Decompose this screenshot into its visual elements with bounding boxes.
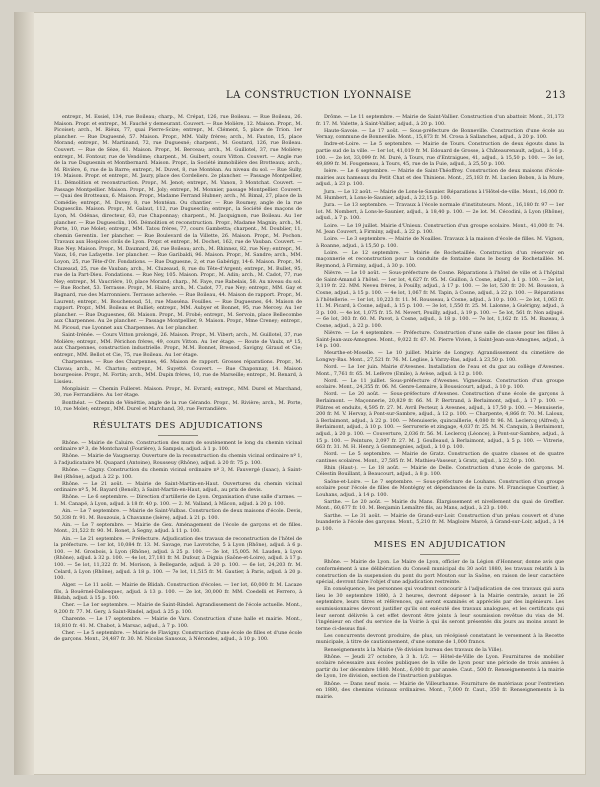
result-entry: Meurthe-et-Moselle. — Le 10 juillet. Mairie de Longwy. Agrandissement du cimetière de Longwy-Bas. Mont., 27,521 fr. 76. M. Leglise, à Varzy-Bas, adjud. à 23,50 p. 100. — [316, 350, 564, 363]
result-entry: Ain. — Le 7 septembre. — Mairie de Saint-Vulbas. Construction de deux maisons d'école. Devis, 50,338 fr. 91. M. Rouzouis, à Chavanne (Isère), adjud. à 21 p. 100. — [54, 508, 302, 521]
result-entry: Rhône. — Cagny. Construction du chemin vicinal ordinaire nº 3, M. Fauvergé (Isaac), à Saint-Bel (Rhône), adjud. à 22 p. 100. — [54, 467, 302, 480]
adjudication-entry: Rhône. — Dans neuf mois. — Mairie de Villeurbanne. Fourniture de matériaux pour l'entretien en 1880, des chemins vicinaux ordinaires. Mont., 7,000 fr. Caut., 350 fr. Renseignements à la mairie. — [316, 680, 564, 700]
result-entry: Nièvre. — Le 10 août. — Sous-préfecture de Cosne. Réparations à l'hôtel de ville et à l'hôpital de Saint-Amand à l'hôtel. — 1er lot, 4,627 fr. 95. M. Guillon, à Cosne, adjud., à 1 p. 100. — 2e lot, 3,119 fr. 22. MM. Neveu frères, à Pouilly, adjud., à 17 p. 100. — 3e lot, 530 fr. 20. M. Bousson, à Cosne, adjud., à 15 p. 100. — 4e lot, 1,067 fr. M. Tapin, à Cosne, adjud., à 22 p. 100. — Réparations à l'hôtellerie. — 1er lot, 10,223 fr. 11. M. Rousseau, à Cosne, adjud., à 10 p. 100. — 2e lot, 1,063 fr. 11. M. Picard, à Cosne, adjud., à 15 p. 100. — 3e lot, 1,550 fr. 25. M. Lalonne, à Guérigny, adjud., à 3 p. 100. — 4e lot, 1,075 fr. 15. M. Nevert, Pouilly, adjud., à 19 p. 100. — 5e lot, 561 fr. Non adjugé. — 6e lot, 303 fr. 60. M. Pavot, à Cosne, adjud., à 18 p. 100. — 7e lot, 1,162 fr. 15. M. Bazeau, à Cosne, adjud., à 22 p. 100. — [316, 270, 564, 329]
result-entry: Charente. — Le 17 septembre. — Mairie de Vars. Construction d'une halle et mairie. Mont., 18,810 fr. 41. M. Chabot, à Marsac, adjud., à 7 p. 100. — [54, 616, 302, 629]
section-title-results: RÉSULTATS DES ADJUDICATIONS — [92, 420, 264, 431]
section-rule — [158, 435, 198, 436]
result-entry: Cher. — Le 5 septembre. — Mairie de Flavigny. Construction d'une école de filles et d'une école de garçons. Mont., 24,487 fr. 30. M. Nicolas Sansoux, à Nérondes, adjud., à 10 p. 100. — [54, 629, 302, 643]
result-entry: Rhône. — Mairie de Caluire. Construction des murs de soutènement le long du chemin vicinal ordinaire nº 3, de Montchaval (Fourière), à Sampsis, adjud. à 1 p. 100. — [54, 439, 302, 453]
section-title-mises: MISES EN ADJUDICATION — [373, 540, 507, 551]
result-entry: Indre-et-Loire. — Le 5 septembre. — Mairie de Tours. Construction de deux égouts dans la partie sud de la ville. — 1er lot, 41,019 fr. M. Edouard de Grosse, à Châteaurenault, adjud., à 16 p. 100. — 2e lot, 33,099 fr. M. Duré, à Tours, rue d'Entraigues, 41, adjud., à 15,50 p. 100. — 3e lot, 49,899 fr. M. Fougemeau, à Tours, 45, rue de la Fuie, adjud., à 25,50 p. 100. — [316, 141, 564, 168]
result-entry: Rhône. — Le 21 août. — Mairie de Saint-Martin-en-Haut. Ouvertures du chemin vicinal ordinaire nº 5, M. Bayard (Benoît), à Saint-Martin-en-Haut, adjud., au prix de devis. — [54, 480, 302, 494]
result-entry: Loire. — Le 12 septembre. — Mairie de Rochetaillée. Construction d'un réservoir en maçonnerie et reconstruction pour la conduite de fontaine dans le bourg de Rochetaillée. M. Reymond, à Firminy, adjud., à 30 p. 100. — [316, 249, 564, 270]
adjudication-entry: Renseignements à la Mairie (Ve division bureau des travaux de la Ville). — [324, 646, 503, 653]
result-entry: Alger. — Le 11 août. — Mairie de Blidah. Construction d'écoles. — 1er lot, 60,000 fr. M. Lacaze fils, à Bouërnel-Daliesquec, adjud. à 13 p. 100. — 2e lot, 30,000 fr. MM. Coedelli et Ferrero, à Blidah, adjud. à 15 p. 100. — [54, 582, 302, 602]
result-entry: Nord. — Le 5 septembre. — Mairie de Gratz. Construction de quatre classes et de quatre cantines scolaires. Mont., 27,585 fr. M. Mathieu-Vasseur, à Gratz, adjud., à 22,50 p. 100. — [316, 451, 564, 464]
result-entry: Sarthe. — Le 31 août. — Mairie de Grand-sur-Loir. Construction d'un préau couvert et d'une buanderie à l'école des garçons. Mont., 5,210 fr. M. Magloire Marcé, à Grand-sur-Loir, adjud., à 14 p. 100. — [316, 512, 564, 532]
adjudication-entry: Les concurrents devront produire, de plus, un récépissé constatant le versement à la Recette municipale, à titre de cautionnement, d'une somme de 1,000 francs. — [316, 632, 564, 646]
result-entry: Rhin (Haut-). — Le 18 août. — Mairie de Delle. Construction d'une école de garçons. M. Célestin Bouillant, à Beaucourt, adjud., à 8 p. 100. — [316, 464, 564, 478]
adjudication-entry: En conséquence, les personnes qui voudront concourir à l'adjudication de ces travaux qui aura lieu le 30 septembre 1880, à 2 heures, devront déposer à la Mairie centrale, avant le 26 septembre, leurs titres et références, qui seront examinés et appréciés par des ingénieurs. Les soumissionnaires devront justifier qu'ils ont exécuté des travaux analogues, et les certificats qui leur seront délivrés à cet effet devront être joints à leur soumission revêtue du visa de M. l'ingénieur en chef du service de la Voirie à qui ils seront présentés dix jours au moins avant le terme ci-dessus fixé. — [316, 586, 564, 632]
result-entry: Saône-et-Loire. — Le 7 septembre. — Sous-préfecture de Louhans. Construction d'un groupe scolaire pour l'école de filles de Montégny et dépendances de la cure. M. Francisque Courtier, à Louhans, adjud., à 14 p. 100. — [316, 478, 564, 498]
adjudication-entry: Rhône. — Mairie de Lyon. Le Maire de Lyon, officier de la Légion d'Honneur, donne avis que conformément à une délibération du Conseil municipal du 30 août 1880, les travaux relatifs à la construction de la suspension du pont du port Mouton sur la Saône, en raison de leur caractère spécial, devront faire l'objet d'une adjudication restreinte. — [316, 559, 564, 586]
result-entry: Nord. — Le 1er juin. Mairie d'Avesnes. Installation de l'eau et du gaz au collège d'Avesnes. Mont., 7,761 fr. 65. M. Lefèvre (Emile), à Avèse, adjud. à 12 p. 100. — [316, 363, 564, 377]
construction-paragraph: Monplaisir. — Chemin Fulleret. Maison. Propr., M. Evrard; entrepr., MM. Durel et Marchand, 30, rue Ferrandière. Au 1er étage. — [54, 385, 302, 399]
result-entry: Cher. — Le 1er septembre. — Mairie de Saint-Rindel. Agrandissement de l'école actuelle. Mont., 9,200 fr. 77. M. Gery, à Saint-Rindel, adjud. à 25 p. 100. — [54, 602, 302, 616]
result-entry: Nièvre. — Le 4 septembre. — Préfecture. Construction d'une salle de classe pour les filles à Saint-Jean-aux-Amognes. Mont., 9,022 fr. 67. M. Pierre Vivien, à Saint-Jean-aux-Amognes, adjud., à 14 p. 100. — [316, 330, 564, 350]
result-entry: Ain. — Le 21 septembre. — Préfecture. Adjudication des travaux de reconstruction de l'hôtel de la préfecture. — 1er lot, 10,084 fr. 13. M. Savage, rue Lavrotche, 5 à Lyon (Rhône), adjud. à 6 p. 100. — M. Grosbois, à Lyon (Rhône), adjud. à 25 p. 100. — 3e lot, 15,005. M. Lauden, à Lyon (Rhône), adjud. à 32 p. 100. — 4e lot, 27,181 fr. M. Dufour, à Dignia (Saône-et-Loire), adjud. à 17 p. 100. — 5e lot, 11,322 fr. M. Morison, à Bellegarde, adjud. à 20 p. 100. — 6e lot, 24,203 fr. M. Celard, à Lyon (Rhône), adjud. à 18 p. 100. — 7e lot, 11,515 fr. M. Gautier, à Paris, adjud. à 20 p. 100. — [54, 535, 302, 582]
result-entry: Nord. — Le 20 août. — Sous-préfecture d'Avesnes. Construction d'une école de garçons à Berlaimont. — Maçonnerie, 20,829 fr. 66. M. P. Bertrand, à Berlaimont, adjud., à 17 p. 100. — Plâtres et enduits, 4,595 fr. 27. M. Avril Pecteur, à Avesnes, adjud., à 17,50 p. 100. — Menuiserie, 200 fr. M. V. Hervay, à Pont-sur-Sambre, adjud., à 12 p. 100. — Charpente, 4,866 fr. 70. M. Laloux, à Berlaimont, adjud., à 22 p. 100. — Menuiserie, quincaillerie, 4,080 fr. 96. M. Leclercq (Alfred), à Berlaimont, adjud., à 10 p. 100. — Serrurerie et zingage, 4,037 fr. 25. M. N. Canquin, à Berlaimont, adjud., à 20 p. 100. — Couverture, 2,036 fr. 56. M. Leclercq (Léonce), à Pont-sur-Sambre, adjud., à 15 p. 100. — Peinture, 2,097 fr. 27. M. J. Goulleaud, à Berlaimont, adjud., à 5 p. 100. — Vitrerie, 663 fr. 31. M. H. Henry, à Gommegnies, adjud., à 10 p. 100. — [316, 391, 564, 451]
construction-paragraph: Bonthéat. — Chemin de Vénéttie, angle de la rue Gérando. Propr., M. Rivière; arch., M. Porte, 10, rue Molet; entrepr., MM. Durel et Marchand, 30, rue Ferrandière. — [54, 399, 302, 413]
result-entry: Ain. — Le 7 septembre. — Mairie de Gex. Aménagement de l'école de garçons et de filles. Mont., 21,522 fr. 90. M. Ronet, à Segny, adjud. à 11 p. 100. — [54, 521, 302, 535]
construction-paragraph: entrepr., M. Essiel, 134, rue Boileau; charp., M. Crépat, 126, rue Boileau. — Rue Boileau, 26. Maison. Propr. et entrepr., M. Fauché y demeurant. Couvert. — Rue Molière, 12. Maison. Propr., M. Picoiset; arch., M. Riéux, 77, quai Pierre-Scize; entrepr., M. Clément, 5, place de Trion. 1er plancher. — Rue Duguesné, 57. Maison. Propr., MM. Vally frères; arch., M. Fauton, 15, place Morand; entrepr., M. Martinand, 72, rue Duguesné; charpent., M. Goutard, 126, rue Boileau. Couvert. — Rue de Sèze, 61. Maison. Propr., M. Berceau; arch., M. Guillotel, 37, rue Molière; entrepr., M. Fontour, rue de Vendôme; charpent., M. Guibert, cours Vitton. Couvert. — Angle rue de la rue Duguesnin et Montbernard. Maison. Propr., la Société immobilière des Brotteaux; arch., M. Rivière, 6, rue de la Barre; entrepr., M. Duvet, 8, rue Montéan. Au niveau du sol. — Rue Sully, 19. Maison. Propr. et entrepr., M. Jaury, place des Cordeliers. 2e plancher. — Passage Montpellier, 11. Démolition et reconstruction. Propr., M. Jenot; entrepr., M. Vanon, 3 Montchat. Couvert. — Passage Montpellier. Maison. Propr., M. Joly; entrepr., M. Monnier, passage Montpellier. Couvert. — Quai des Brotteaux, 6. Maison. Propr., Madame Ferrand Hubner; arch., M. Bimal, 27, place de la Comédie; entrepr., M. Duvey, 8, rue Montéan. Ou chantier. — Rue Roumey, angle de la rue Duguesclin. Maison. Propr., M. Galaut, 112, rue Duguesclin; entrepr., la Société des maçons de Lyon, M. Odénas, directeur, 63, rue Chaponnay; charpent., M. Jacquignon, rue Boileau. Au 1er plancher. — Rue Duguesclin, 106. Démolition et reconstruction. Propr., Madame Magnin; arch., M. Porte, 10, rue Molet; entrepr., MM. Tatou frères, 77, cours Gambetta; charpent., M. Doublier, 11, chemin Gerentin. 1er plancher. — Rue Boulevard de la Villette, 26. Maison. Propr., M. Pochon. Travaux aux Hospices civils de Lyon. Propr. et entrepr., M. Dochet, 162, rue de Vauban. Couvert. — Rue Ney. Maison. Propr., M. Daumard, 26, rue Boileau; arch., M. Rhinnez, 82, rue Ney; entrepr., M. Vaux, 16, rue Lafayette. 1er plancher. — Rue Garibaldi, 96. Maison. Propr., M. Sandre; arch., MM. Loyon, 25, rue Tête-d'Or. Fondations. — Rue Duguesne, 2, et rue Gabérigy, 14-6. Maison. Propr., M. Cluzeaud, 25, rue de Vauban; arch., M. Cluzeaud, 8, rue du Tête-d'Argent; entrepr., M. Bullet, 95, rue de la Part-Dieu. Fondations. — Rue Ney, 105. Maison. Propr., M. Adin; arch., M. Cadot, 77, rue Ney; entrepr., M. Vaucrière, 10, place Morand; charp., M. Faye, rue Rabelais, 58. Au niveau du sol. — Rue Rochet, 53. Terrasse. Propr., M. Haire; arch., M. Cadot, 77, rue Ney; entrepr., MM. Gay et Bagnard, rue des Marronniers. Terrasse achevée. — Rue Boileau, 44. Maison de rapport. Propr., M. Laurent; entrepr., M. Bouchenoud, 51, rue Masséna. Fouilles. — Rue Duguesnes, 64. Maison de rapport. Propr., MM. Boileau et Bulliet; entrepr., MM. Aubyer et Bonnet, 95, rue Mercey. Au 1er plancher. — Rue Duguesnes, 68. Maison. Propr., M. Frobé; entrepr., M. Servoin, place Bellecombe aux Charpennes. Au 2e plancher. — Passage Montpellier, 9. Maison. Propr., Mme Creney; entrepr., M. Picoud, rue Lyonnet aux Charpennes. Au 1er plancher. — [54, 114, 302, 331]
journal-title: LA CONSTRUCTION LYONNAISE — [226, 90, 412, 101]
result-entry: Rhône. — Mairie de Vaugneray. Ouverture de la reconstruction du chemin vicinal ordinaire nº 1, à l'adjudicataire M. Quapard (Antoine), Rousseuy (Rhône), adjud. à 20 fr. 75 p. 100. — [54, 453, 302, 466]
result-entry: Isère. — Le 6 septembre. — Mairie de Saint-Théoffrey. Construction de deux maisons d'école-mairies aux hameaux du Petit Chat et des Thiniens. Mont., 25,183 fr. M. Lucien Bobon, à la Mure, adjud., à 23 p. 100. — [316, 168, 564, 188]
result-entry: Loire. — Le 3 septembre. — Mairie de Noailles. Travaux à la maison d'école de filles. M. Vignon, à Roanne, adjud., à 15,50 p. 100. — [316, 236, 564, 249]
result-entry: Loire. — Le 19 juillet. Mairie d'Unieux. Construction d'un groupe scolaire. Mont., 41,000 fr. 74. M. Jean Couvert, à Firminy, adjud., à 22 p. 100. — [316, 222, 564, 236]
left-column — [54, 114, 302, 644]
construction-paragraph: Charpennes. — Rue des Charpennes, 46. Maison de rapport. Grosses réparations. Propr., M. Clavau; arch., M. Charton; entrepr., M. Suyetté. Couvert. — Rue Chaponnay, 14. Maison bourgeoise. Propr., M. Fortin; arch., MM. Dupin frères, 10, rue de Marseille; entrepr., M. Renard, à Lissieu. — [54, 358, 302, 385]
binding-gutter — [14, 12, 34, 775]
result-entry: Drôme. — Le 11 septembre. — Mairie de Saint-Vallier. Construction d'un abattoir. Mont., 31,173 fr. 17. M. Valette, à Saint-Vallier, adjud., à 20 p. 100. — [316, 114, 564, 127]
right-column — [316, 114, 564, 701]
adjudication-entry: Rhône. — Jeudi 27 octobre, à 3 h. 1/2. — Hôtel-de-Ville de Lyon. Fournitures de mobilier scolaire nécessaire aux écoles publiques de la ville de Lyon pour une période de trois années à partir du 1er décembre 1880. Mont., 6,000 fr. par année. Caut., 500 fr. Renseignements à la mairie de Lyon, 1re division, section de l'instruction publique. — [316, 653, 564, 680]
running-header — [54, 90, 568, 106]
result-entry: Sarthe. — Le 20 août. — Mairie du Mans. Élargissement et nivellement du quai de Greffier. Mont., 60,677 fr. 10. M. Benjamin Lemaître fils, au Mans, adjud., à 23 p. 100. — [316, 498, 564, 512]
result-entry: Haute-Savoie. — Le 17 août. — Sous-préfecture de Bonneville. Construction d'une école au Vernay, commune de Bonneville. Mont., 15,873 fr. M. Crosa à Sallanches, adjud., à 20 p. 100. — [316, 127, 564, 141]
page-number: 213 — [545, 90, 566, 101]
section-rule — [420, 554, 460, 555]
result-entry: Rhône. — Le 6 septembre. — Direction d'artillerie de Lyon. Organisation d'une salle d'armes. — 1. M. Canapé, à Lyon, adjud. à 18 fr. 40 p. 100. — 2. M. Valland, à Mâcon, adjud. à 20 p. 100. — [54, 494, 302, 508]
document-page — [14, 12, 586, 775]
construction-paragraph: Saint-Irénée. — Cours Vitton prolongé, 26. Maison. Propr., M. Vibert; arch., M. Guillotel, 37, rue Molière; entrepr., MM. Périchon frères, 49, cours Vitton. Au 1er étage. — Route de Vaulx, nº 15, aux Charpennes, construction industrielle. Propr., M.M. Bonnet, Bressod, Savigny, Giraud et Cie; entrepr., MM. Bellot et Cie, 75, rue Boileau. Au 1er étage. — [54, 332, 302, 358]
result-entry: Nord. — Le 11 juillet. Sous-préfecture d'Avesnes. Vigneuleux. Construction d'un groupe scolaire. Mont., 24,355 fr. 06. M. Genre-Lemaire, à Boussicourt, adjud., à 10 p. 100. — [316, 377, 564, 391]
result-entry: Jura. — Le 13 septembre. — Travaux à l'école normale d'instituteurs. Mont., 16,180 fr. 97 — 1er lot. M. Nombert, à Lons-le-Saunier, adjud., à 18,40 p. 100. — 2e lot. M. Cécodini, à Lyon (Rhône), adjud., à 7 p. 100. — [316, 202, 564, 222]
result-entry: Jura. — Le 12 août. — Mairie de Lons-le-Saunier. Réparations à l'Hôtel-de-ville. Mont., 16,000 fr. M. Humbert, à Lons-le-Saunier, adjud., à 22,15 p. 100. — [316, 188, 564, 202]
